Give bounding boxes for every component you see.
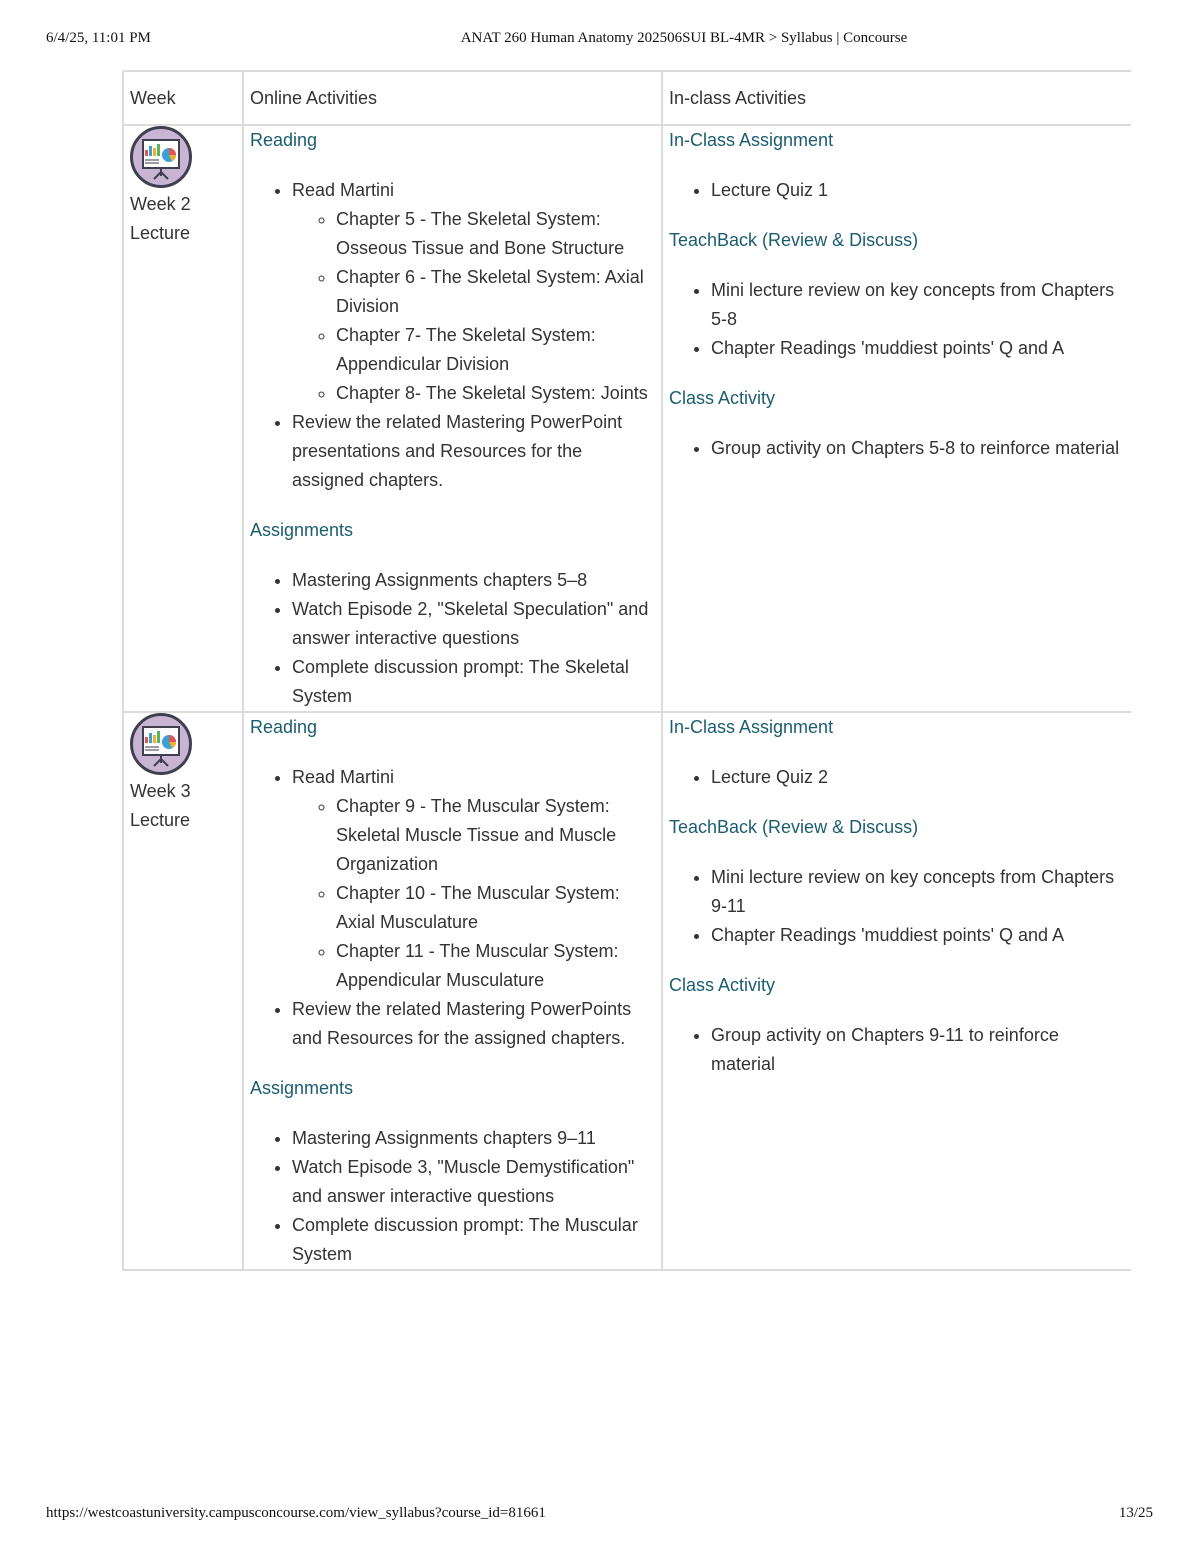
chapter-list — [292, 792, 655, 995]
column-header-in-class-activities: In-class Activities — [662, 71, 1131, 125]
print-datetime: 6/4/25, 11:01 PM — [46, 30, 151, 46]
week-cell — [123, 712, 243, 1270]
chapter-list — [292, 205, 655, 408]
list-item — [292, 763, 655, 995]
print-header — [0, 30, 1200, 50]
class-activity-list — [669, 434, 1125, 463]
reading-section-title: Reading — [250, 130, 318, 150]
list-item: ◦ Chapter 5 - The Skeletal System: Osseous Tissue and Bone Structure — [336, 205, 655, 263]
list-item: • Chapter Readings 'muddiest points' Q and A — [711, 921, 1125, 950]
assignments-list — [250, 1124, 655, 1269]
class-activity-title: Class Activity — [669, 975, 776, 995]
teachback-list — [669, 863, 1125, 950]
presentation-icon — [130, 713, 192, 775]
list-item: ◦ Chapter 8- The Skeletal System: Joints — [336, 379, 655, 408]
list-item: • Mini lecture review on key concepts from Chapters 9-11 — [711, 863, 1125, 921]
list-item: • Review the related Mastering PowerPoint presentations and Resources for the assigned chapters. — [292, 408, 655, 495]
list-item: ◦ Chapter 9 - The Muscular System: Skeletal Muscle Tissue and Muscle Organization — [336, 792, 655, 879]
online-activities-cell — [243, 712, 662, 1270]
list-item: • Review the related Mastering PowerPoints and Resources for the assigned chapters. — [292, 995, 655, 1053]
week-cell — [123, 125, 243, 712]
table-body — [123, 125, 1131, 1270]
read-martini-label: Read Martini — [292, 767, 395, 787]
list-item: • Lecture Quiz 1 — [711, 176, 1125, 205]
list-item: • Mastering Assignments chapters 9–11 — [292, 1124, 655, 1153]
list-item: ◦ Chapter 10 - The Muscular System: Axial Musculature — [336, 879, 655, 937]
print-page-title: ANAT 260 Human Anatomy 202506SUI BL-4MR > Syllabus | Concourse — [460, 30, 908, 46]
list-item: ◦ Chapter 11 - The Muscular System: Appendicular Musculature — [336, 937, 655, 995]
in-class-assignment-title: In-Class Assignment — [669, 717, 834, 737]
print-footer — [0, 1505, 1200, 1525]
table-header-row — [123, 71, 1131, 125]
list-item: • Group activity on Chapters 9-11 to reinforce material — [711, 1021, 1125, 1079]
list-item: • Mastering Assignments chapters 5–8 — [292, 566, 655, 595]
in-class-activities-cell — [662, 712, 1131, 1270]
column-header-week: Week — [123, 71, 243, 125]
list-item: • Mini lecture review on key concepts from Chapters 5-8 — [711, 276, 1125, 334]
week-number: Week 3 — [130, 781, 191, 801]
online-activities-cell — [243, 125, 662, 712]
list-item: • Complete discussion prompt: The Skeletal System — [292, 653, 655, 711]
class-activity-title: Class Activity — [669, 388, 776, 408]
list-item: • Complete discussion prompt: The Muscular System — [292, 1211, 655, 1269]
print-page-number: 13/25 — [1118, 1505, 1153, 1521]
list-item: • Chapter Readings 'muddiest points' Q and A — [711, 334, 1125, 363]
list-item: ◦ Chapter 7- The Skeletal System: Appendicular Division — [336, 321, 655, 379]
assignments-section-title: Assignments — [250, 1078, 354, 1098]
syllabus-schedule-table — [122, 70, 1131, 1271]
reading-list — [250, 176, 655, 495]
week-number: Week 2 — [130, 194, 191, 214]
list-item: • Watch Episode 2, "Skeletal Speculation" and answer interactive questions — [292, 595, 655, 653]
list-item: ◦ Chapter 6 - The Skeletal System: Axial Division — [336, 263, 655, 321]
week-type: Lecture — [130, 223, 191, 243]
week-type: Lecture — [130, 810, 191, 830]
list-item: • Watch Episode 3, "Muscle Demystification" and answer interactive questions — [292, 1153, 655, 1211]
reading-section-title: Reading — [250, 717, 318, 737]
assignments-section-title: Assignments — [250, 520, 354, 540]
list-item: • Group activity on Chapters 5-8 to reinforce material — [711, 434, 1125, 463]
table-row — [123, 712, 1131, 1270]
print-url: https://westcoastuniversity.campusconcourse.com/view_syllabus?course_id=81661 — [46, 1505, 546, 1521]
read-martini-label: Read Martini — [292, 180, 395, 200]
in-class-assignment-title: In-Class Assignment — [669, 130, 834, 150]
column-header-online-activities: Online Activities — [243, 71, 662, 125]
class-activity-list — [669, 1021, 1125, 1079]
reading-list — [250, 763, 655, 1053]
teachback-list — [669, 276, 1125, 363]
in-class-assignment-list — [669, 176, 1125, 205]
list-item — [292, 176, 655, 408]
in-class-activities-cell — [662, 125, 1131, 712]
teachback-title: TeachBack (Review & Discuss) — [669, 817, 919, 837]
teachback-title: TeachBack (Review & Discuss) — [669, 230, 919, 250]
in-class-assignment-list — [669, 763, 1125, 792]
list-item: • Lecture Quiz 2 — [711, 763, 1125, 792]
table-row — [123, 125, 1131, 712]
presentation-icon — [130, 126, 192, 188]
assignments-list — [250, 566, 655, 711]
